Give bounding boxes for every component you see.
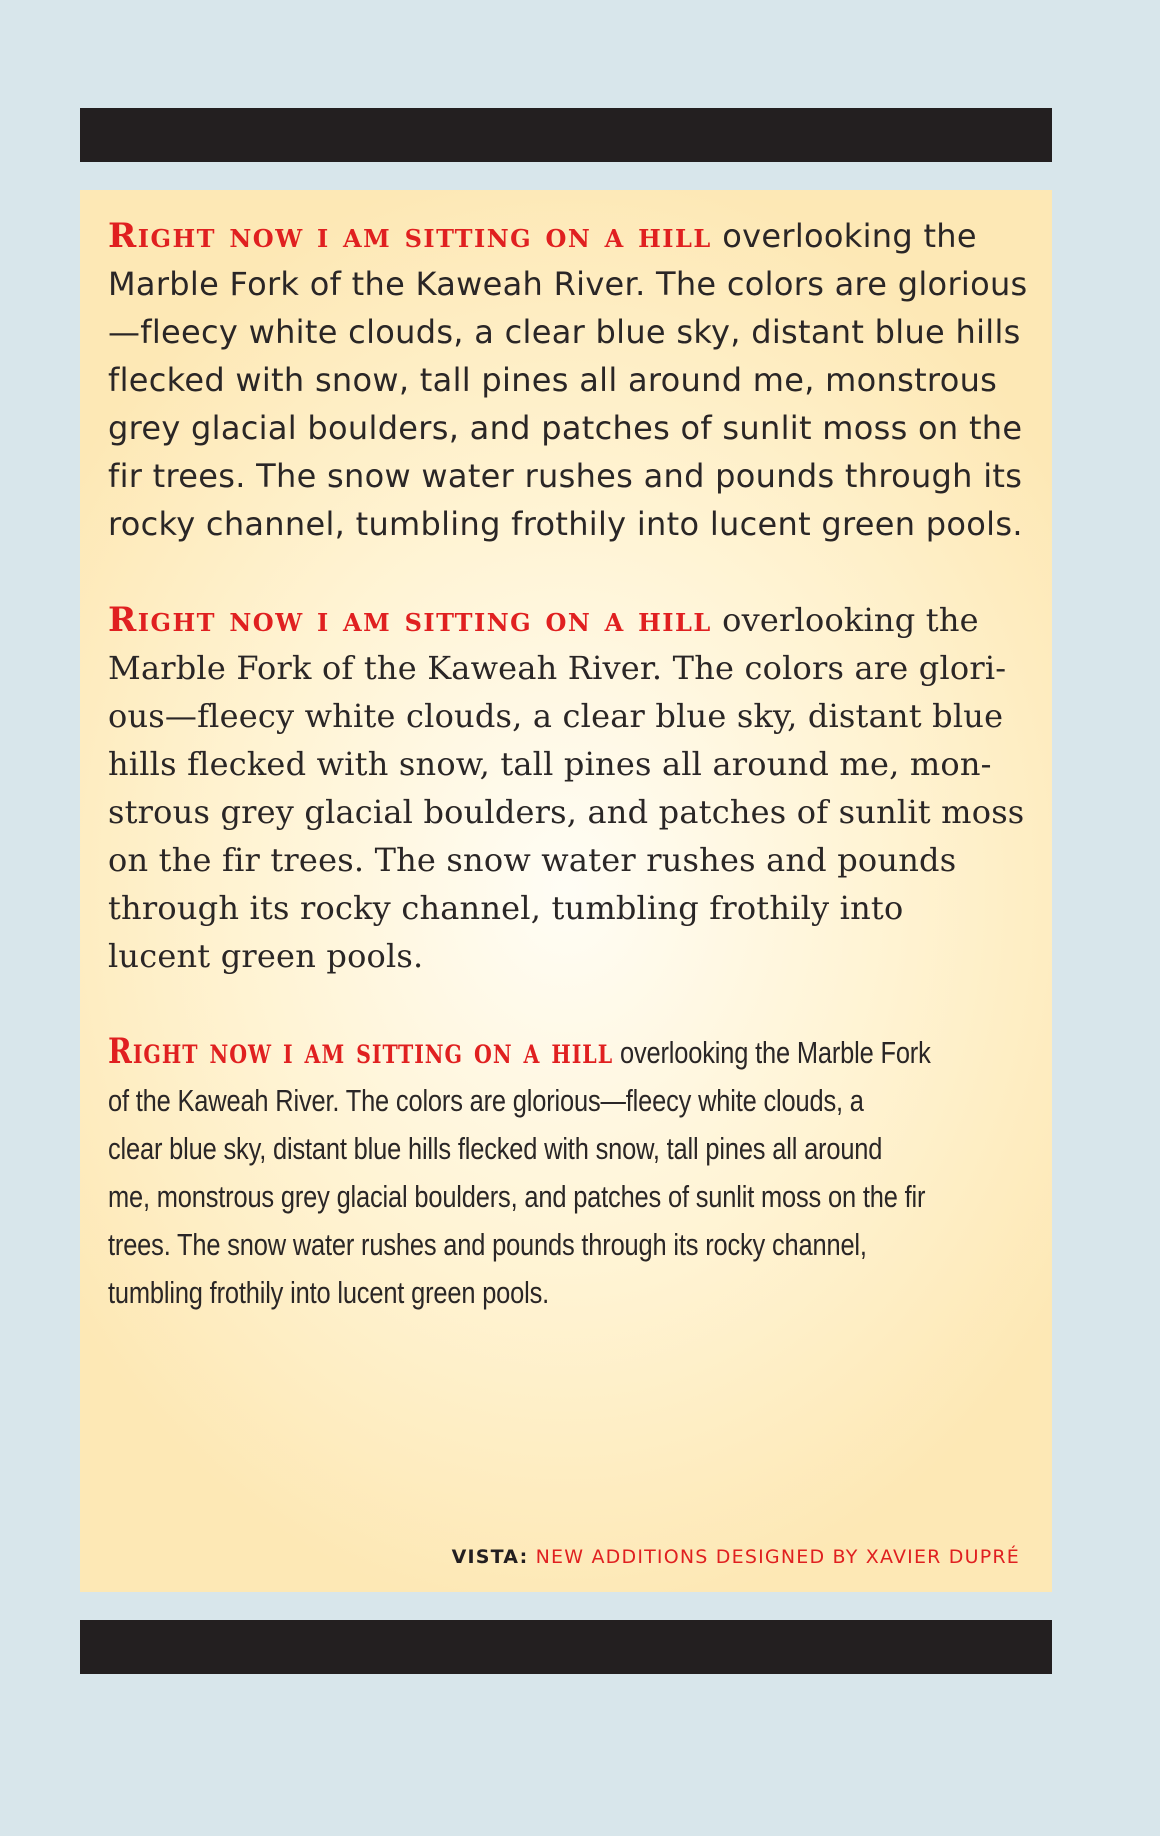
specimen-panel — [80, 190, 1052, 1592]
paragraph-line: through its rocky channel, tumbling frothily into — [108, 889, 904, 927]
paragraph-line: on the fir trees. The snow water rushes and pounds — [108, 841, 957, 879]
paragraph-line: —fleecy white clouds, a clear blue sky, distant blue hills — [108, 313, 1021, 351]
font-credit — [452, 1546, 1020, 1568]
paragraph-line: fir trees. The snow water rushes and pounds through its — [108, 457, 1023, 495]
paragraph-line: tumbling frothily into lucent green pools. — [108, 1275, 550, 1310]
paragraph-line: Right now i am sitting on a hill overlooking the — [108, 600, 979, 640]
paragraph-line: flecked with snow, tall pines all around me, monstrous — [108, 361, 998, 399]
paragraph-line: Right now i am sitting on a hill overlooking the — [108, 216, 977, 256]
paragraph-line: hills flecked with snow, tall pines all around me, mon- — [108, 745, 992, 783]
paragraph-line: rocky channel, tumbling frothily into lucent green pools. — [108, 505, 1023, 543]
bottom-black-bar — [80, 1620, 1052, 1674]
paragraph-line: lucent green pools. — [108, 937, 424, 975]
paragraph-line: grey glacial boulders, and patches of sunlit moss on the — [108, 409, 1023, 447]
paragraph-line: Marble Fork of the Kaweah River. The colors are glori- — [108, 649, 1007, 687]
paragraph-line: ous—fleecy white clouds, a clear blue sky, distant blue — [108, 697, 1004, 735]
lead-in-small-caps: Right now i am sitting on a hill — [108, 1031, 614, 1072]
paragraph-line: strous grey glacial boulders, and patches of sunlit moss — [108, 793, 1025, 831]
specimen-paragraph-3 — [108, 1028, 931, 1317]
top-black-bar — [80, 108, 1052, 162]
lead-in-small-caps: Right now i am sitting on a hill — [108, 216, 712, 256]
credit-font-name: VISTA: — [451, 1546, 529, 1568]
paragraph-line: Marble Fork of the Kaweah River. The colors are glorious — [108, 265, 1028, 303]
paragraph-line: me, monstrous grey glacial boulders, and patches of sunlit moss on the fir — [108, 1179, 926, 1214]
lead-in-small-caps: Right now i am sitting on a hill — [108, 600, 712, 640]
paragraph-line: Right now i am sitting on a hill overlooking the Marble Fork — [108, 1031, 931, 1072]
paragraph-line: clear blue sky, distant blue hills flecked with snow, tall pines all around — [108, 1131, 883, 1166]
credit-description: NEW ADDITIONS DESIGNED BY XAVIER DUPRÉ — [528, 1546, 1020, 1568]
specimen-paragraph-1 — [108, 212, 1028, 548]
paragraph-line: trees. The snow water rushes and pounds through its rocky channel, — [108, 1227, 867, 1262]
paragraph-line: of the Kaweah River. The colors are glorious—fleecy white clouds, a — [108, 1083, 864, 1118]
specimen-paragraph-2 — [108, 596, 1024, 980]
